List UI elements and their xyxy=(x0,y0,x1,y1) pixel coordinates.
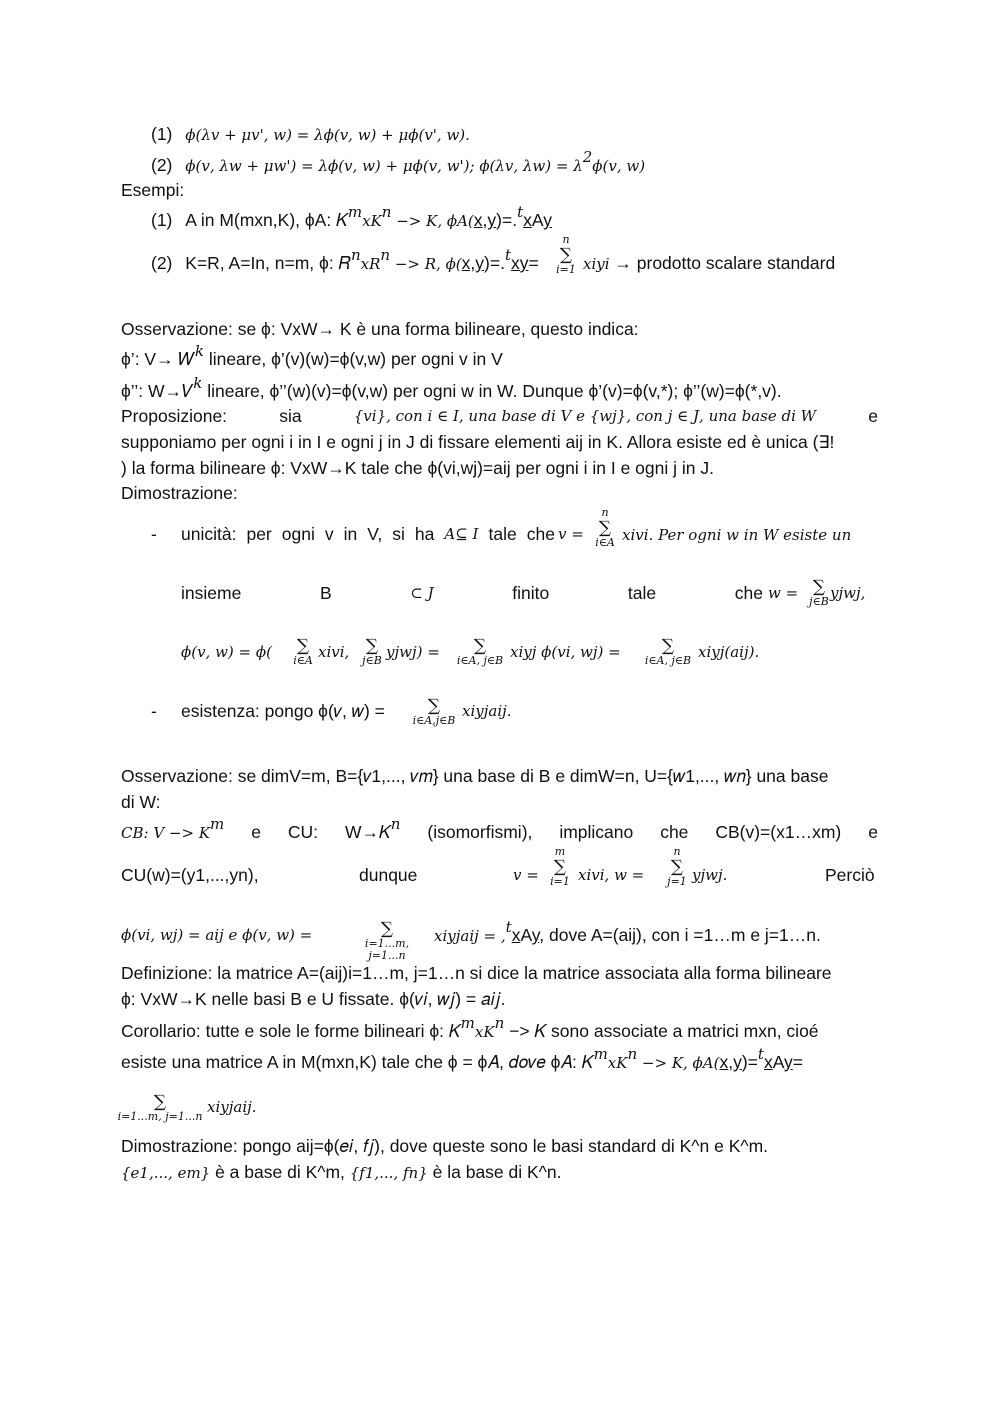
item-number: (2) xyxy=(151,155,173,175)
sum-upper: 𝑛 xyxy=(601,506,609,519)
vector-y: y xyxy=(733,1052,742,1072)
text: unicità: xyxy=(181,524,237,544)
formula: 𝑣 = xyxy=(513,866,539,884)
transpose-mark: 𝑡 xyxy=(504,246,511,264)
vector-y: y xyxy=(531,925,540,945)
existence-line xyxy=(181,700,385,722)
formula: {𝑓1,..., 𝑓𝑛} xyxy=(349,1164,428,1182)
sum-lower: 𝑖=1...𝑚, 𝑗=1...𝑛 xyxy=(364,937,410,962)
text: lineare, ϕ’’(w)(v)=ϕ(v,w) per ogni w in W. Dunque ϕ’(v)=ϕ(v,*); ϕ’’(w)=ϕ(*,v). xyxy=(202,381,782,401)
text: K=R, A=In, n=m, ϕ: 𝑅 xyxy=(185,253,351,273)
formula: ϕ(𝑣, 𝑤) = ϕ( xyxy=(181,643,272,661)
summation xyxy=(640,637,696,667)
sum-lower: 𝑖=1...𝑚, 𝑗=1...𝑛 xyxy=(117,1110,203,1123)
sum-upper: 𝑚 xyxy=(554,845,566,858)
sum-lower: 𝑖∈𝐴,𝑗∈𝐵 xyxy=(412,714,456,727)
matrix-form-line xyxy=(434,918,821,947)
formula: 𝑥𝑖𝑣𝑖, 𝑤 = xyxy=(578,866,645,884)
proof-line-1: Dimostrazione: pongo aij=ϕ(𝑒𝑖, 𝑓𝑗), dove queste sono le basi standard di K^n e K^m. xyxy=(121,1136,769,1156)
sum-upper: 𝑛 xyxy=(673,845,681,858)
formula: 𝑥𝑅 xyxy=(360,255,381,273)
formula: ϕ(𝑣𝑖, 𝑤𝑗) = 𝑎𝑖𝑗 𝑒 ϕ(𝑣, 𝑤) = xyxy=(121,926,313,944)
text: )=. xyxy=(496,210,518,230)
exponent: 𝑛 xyxy=(350,246,361,264)
text: A in M(mxn,K), ϕA: 𝐾 xyxy=(185,210,348,230)
formula: A⊆ 𝐼 xyxy=(444,525,479,543)
text: e xyxy=(868,406,878,426)
exponent: 2 xyxy=(582,148,593,166)
isomorphisms-line xyxy=(121,815,878,844)
text: v xyxy=(324,524,334,544)
matrix-a: A xyxy=(520,925,532,945)
text: CU(w)=(y1,...,yn), xyxy=(121,865,259,885)
formula: 𝑥𝑖𝑣𝑖, xyxy=(318,643,350,661)
text: = xyxy=(528,253,539,273)
property-1 xyxy=(151,123,470,146)
text: che xyxy=(660,822,689,842)
text: si xyxy=(392,524,405,544)
sum-upper: 𝑛 xyxy=(562,233,570,246)
text: che xyxy=(734,583,763,603)
formula: 𝑥𝑖𝑦𝑖 xyxy=(583,255,610,273)
sum-lower: 𝑖=1 xyxy=(550,875,570,888)
exponent: 𝑛 xyxy=(380,246,391,264)
formula: ϕ(𝑣, λ𝑤 + μ𝑤') = λϕ(𝑣, 𝑤) + μϕ(𝑣, 𝑤'); ϕ(λ𝑣, λ𝑤) = λ xyxy=(185,157,583,175)
vector-y: y xyxy=(784,1052,793,1072)
text: per xyxy=(246,524,272,544)
exponent: 𝑛 xyxy=(381,203,392,221)
formula: {𝑒1,..., 𝑒𝑚} xyxy=(121,1164,211,1182)
transpose-mark: 𝑡 xyxy=(757,1045,764,1063)
proposition-line-2: supponiamo per ogni i in I e ogni j in J di fissare elementi aij in K. Allora esiste ed è unica (∃! xyxy=(121,432,835,452)
formula: 𝑥𝑖𝑦𝑗 ϕ(𝑣𝑖, 𝑤𝑗) = xyxy=(510,643,621,661)
vector-y: y xyxy=(543,210,552,230)
heading-esempi: Esempi: xyxy=(121,180,185,200)
text: B xyxy=(319,583,332,603)
formula: 𝑥𝑖𝑦𝑗𝑎𝑖𝑗. xyxy=(462,702,512,720)
item-number: (1) xyxy=(151,210,173,230)
text: = xyxy=(792,1052,804,1072)
item-number: (2) xyxy=(151,253,173,273)
definition-line-2: ϕ: VxW→K nelle basi B e U fissate. ϕ(𝑣𝑖, 𝑤𝑗) = 𝑎𝑖𝑗. xyxy=(121,989,506,1009)
sum-lower: 𝑖=1 xyxy=(556,263,576,276)
text: è a base di K^m, xyxy=(210,1162,350,1182)
proposition-line-1 xyxy=(121,405,878,427)
text: ϕ’: V→ 𝑊 xyxy=(121,349,195,369)
vector-x: x xyxy=(523,210,532,230)
text: → prodotto scalare standard xyxy=(609,253,836,273)
summation xyxy=(552,234,580,276)
summation xyxy=(592,507,618,549)
vector-x: x xyxy=(511,925,521,945)
vectors-xy: x,y xyxy=(461,253,485,273)
formula: 𝑥𝑖𝑦𝑗(𝑎𝑖𝑗). xyxy=(698,643,760,661)
corollary-line-1 xyxy=(121,1014,819,1043)
formula: −> 𝑅, ϕ( xyxy=(390,255,462,273)
transpose-mark: 𝑡 xyxy=(505,918,512,936)
text: e xyxy=(868,822,878,842)
exponent: 𝑛 xyxy=(390,815,401,833)
text: (isomorfismi), xyxy=(427,822,533,842)
text: )= xyxy=(741,1052,758,1072)
bullet-dash: - xyxy=(151,701,157,721)
text: lineare, ϕ’(v)(w)=ϕ(v,w) per ogni v in V xyxy=(203,349,503,369)
proposition-line-3: ) la forma bilineare ϕ: VxW→K tale che ϕ(vi,wj)=aij per ogni i in I e ogni j in J. xyxy=(121,458,714,478)
formula: 𝑤 = xyxy=(768,584,799,602)
phi-double-prime-line xyxy=(121,374,782,402)
example-2 xyxy=(151,246,539,275)
formula: {𝑣𝑖}, 𝑐𝑜𝑛 𝑖 ∈ 𝐼, 𝑢𝑛𝑎 𝑏𝑎𝑠𝑒 𝑑𝑖 𝑉 𝑒 {𝑤𝑗}, 𝑐𝑜𝑛 𝑗 ∈ 𝐽, 𝑢𝑛𝑎 𝑏𝑎𝑠𝑒 𝑑𝑖 𝑊 xyxy=(353,407,817,425)
summation xyxy=(452,637,508,667)
text: V, xyxy=(367,524,383,544)
exponent: 𝑚 xyxy=(210,815,225,833)
proof-line-2 xyxy=(121,1161,561,1184)
text: in xyxy=(343,524,358,544)
uniqueness-line xyxy=(181,523,555,545)
exponent: 𝑛 xyxy=(627,1045,638,1063)
observation-1: Osservazione: se ϕ: VxW→ K è una forma bilineare, questo indica: xyxy=(121,319,639,339)
sigma-symbol: ∑ xyxy=(670,857,684,877)
uniqueness-tail xyxy=(622,523,851,546)
text: )=. xyxy=(484,253,505,273)
text: , xyxy=(482,210,488,230)
formula: 𝑥𝐾 xyxy=(362,212,382,230)
formula: ⊂ 𝐽 xyxy=(410,584,434,602)
text: −> 𝐾 sono associate a matrici mxn, cioé xyxy=(504,1021,819,1041)
formula: 𝐶𝐵: 𝑉 −> 𝐾 xyxy=(121,824,211,842)
formula: 𝑥𝑖𝑦𝑗𝑎𝑖𝑗. xyxy=(207,1098,257,1116)
summation xyxy=(288,637,318,667)
text: ϕ’’: W→𝑉 xyxy=(121,381,194,401)
text: esiste una matrice A in M(mxn,K) tale che ϕ = ϕ𝐴, 𝑑𝑜𝑣𝑒 ϕ𝐴: 𝐾 xyxy=(121,1052,594,1072)
sigma-symbol: ∑ xyxy=(365,636,379,656)
summation xyxy=(357,637,387,667)
text: sia xyxy=(279,406,302,426)
text: dunque xyxy=(359,865,418,885)
exponent: 𝑚 xyxy=(460,1014,475,1032)
formula: 𝑥𝐾 xyxy=(607,1054,628,1072)
transpose-mark: 𝑡 xyxy=(517,203,524,221)
exponent: 𝑘 xyxy=(194,342,204,360)
text: W→𝐾 xyxy=(344,822,391,842)
sigma-symbol: ∑ xyxy=(380,919,394,939)
exponent: 𝑚 xyxy=(347,203,363,221)
matrix-a: A xyxy=(772,1052,785,1072)
vector-y: y xyxy=(487,210,497,230)
sigma-symbol: ∑ xyxy=(559,245,573,265)
sum-lower: 𝑖∈𝐴 xyxy=(293,654,313,667)
vector-x: x xyxy=(763,1052,773,1072)
vector-x: x xyxy=(473,210,483,230)
summation xyxy=(546,846,574,888)
corollary-line-2 xyxy=(121,1045,804,1074)
formula: 𝑦𝑗𝑤𝑗) = xyxy=(386,643,440,661)
formula: −> 𝐾, ϕ𝐴( xyxy=(637,1054,720,1072)
text: tale xyxy=(488,524,517,544)
label: Proposizione: xyxy=(121,406,228,426)
example-1 xyxy=(151,203,552,232)
bullet-dash: - xyxy=(151,524,157,544)
text: implicano xyxy=(559,822,634,842)
text: , xyxy=(728,1052,734,1072)
text: che xyxy=(526,524,555,544)
sum-lower: 𝑖∈𝐴, 𝑗∈𝐵 xyxy=(456,654,504,667)
text: Perciò xyxy=(825,865,875,885)
formula: −> 𝐾, ϕ𝐴( xyxy=(391,212,474,230)
summation xyxy=(345,920,429,962)
formula: 𝑦𝑗𝑤𝑗. xyxy=(692,866,728,884)
summation xyxy=(117,1093,203,1123)
text: CU: xyxy=(287,822,319,842)
exponent: 𝑛 xyxy=(494,1014,505,1032)
sigma-symbol: ∑ xyxy=(553,857,567,877)
observation-2-line-2: di W: xyxy=(121,792,161,812)
sum-lower: 𝑗∈𝐵 xyxy=(809,595,829,608)
sum-lower: 𝑖∈𝐴, 𝑗∈𝐵 xyxy=(644,654,692,667)
formula: 𝑥𝑖𝑦𝑗𝑎𝑖𝑗 = , xyxy=(434,927,506,945)
set-line xyxy=(181,582,763,604)
definition-line-1: Definizione: la matrice A=(aij)i=1…m, j=1…n si dice la matrice associata alla forma bilineare xyxy=(121,963,832,983)
summation xyxy=(663,846,691,888)
formula: ϕ(𝑣, 𝑤) xyxy=(592,157,646,175)
sigma-symbol: ∑ xyxy=(812,577,826,597)
text: e xyxy=(251,822,261,842)
phi-prime-line xyxy=(121,342,503,370)
text: ogni xyxy=(281,524,315,544)
text: è la base di K^n. xyxy=(427,1162,562,1182)
summation xyxy=(806,578,832,608)
formula: 𝑥𝐾 xyxy=(474,1023,495,1041)
summation xyxy=(408,697,460,727)
formula: ϕ(λ𝑣 + μ𝑣', 𝑤) = λϕ(𝑣, 𝑤) + μϕ(𝑣', 𝑤). xyxy=(185,126,470,144)
text: insieme xyxy=(181,583,242,603)
sigma-symbol: ∑ xyxy=(296,636,310,656)
property-2 xyxy=(151,148,646,177)
item-number: (1) xyxy=(151,124,173,144)
formula: 𝑣 = xyxy=(558,525,584,543)
sigma-symbol: ∑ xyxy=(661,636,675,656)
sum-lower: 𝑗=1 xyxy=(667,875,687,888)
text: CB(v)=(x1…xm) xyxy=(715,822,842,842)
formula: 𝑥𝑖𝑣𝑖. Per ogni w in W esiste un xyxy=(622,526,852,544)
heading-dimostrazione: Dimostrazione: xyxy=(121,483,238,503)
sum-lower: 𝑖∈𝐴 xyxy=(595,536,615,549)
sigma-symbol: ∑ xyxy=(473,636,487,656)
text: finito xyxy=(512,583,550,603)
exponent: 𝑘 xyxy=(193,374,203,392)
text: ha xyxy=(414,524,435,544)
vector-x: x xyxy=(719,1052,729,1072)
matrix-a: A xyxy=(531,210,544,230)
vectors-xy: xy xyxy=(510,253,529,273)
observation-2-line-1: Osservazione: se dimV=m, B={𝑣1,..., 𝑣𝑚} una base di B e dimW=n, U={𝑤1,..., 𝑤𝑛} una base xyxy=(121,766,829,786)
text: tale xyxy=(627,583,657,603)
sigma-symbol: ∑ xyxy=(427,696,441,716)
exponent: 𝑚 xyxy=(593,1045,608,1063)
text: esistenza: pongo ϕ(𝑣, 𝑤) = xyxy=(181,701,385,721)
example-2-tail xyxy=(583,252,835,275)
sum-lower: 𝑗∈𝐵 xyxy=(362,654,382,667)
formula: 𝑦𝑗𝑤𝑗, xyxy=(830,584,866,602)
sigma-symbol: ∑ xyxy=(153,1092,167,1112)
sigma-symbol: ∑ xyxy=(598,518,612,538)
text: Corollario: tutte e sole le forme bilineari ϕ: 𝐾 xyxy=(121,1021,461,1041)
text: , dove A=(aij), con i =1…m e j=1…n. xyxy=(539,925,821,945)
